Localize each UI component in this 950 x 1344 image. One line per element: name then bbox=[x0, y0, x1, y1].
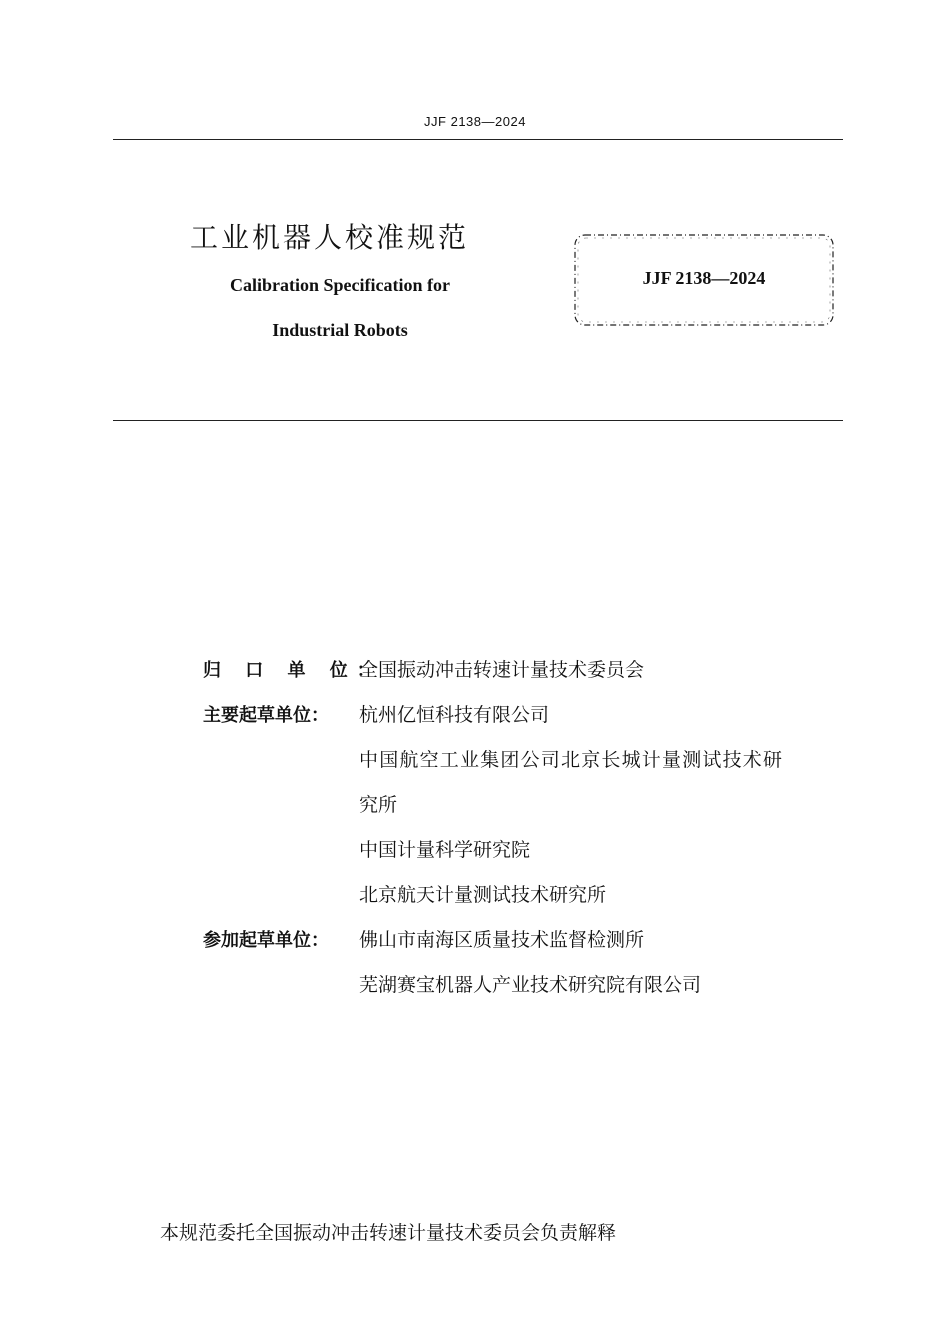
code-box bbox=[572, 232, 836, 328]
participating-row bbox=[203, 963, 853, 1008]
main-drafting-unit: 中国计量科学研究院 bbox=[359, 839, 531, 861]
title-english-line2: Industrial Robots bbox=[272, 320, 408, 340]
main-drafting-unit: 杭州亿恒科技有限公司 bbox=[359, 704, 550, 726]
main-drafting-row bbox=[203, 828, 853, 873]
responsible-unit-row bbox=[203, 648, 853, 693]
top-rule bbox=[113, 139, 843, 140]
main-drafting-unit: 北京航天计量测试技术研究所 bbox=[359, 884, 607, 906]
responsible-unit-value: 全国振动冲击转速计量技术委员会 bbox=[359, 659, 645, 681]
main-drafting-unit: 中国航空工业集团公司北京长城计量测试技术研 bbox=[359, 749, 784, 771]
main-drafting-row bbox=[203, 873, 853, 918]
interpretation-note: 本规范委托全国振动冲击转速计量技术委员会负责解释 bbox=[160, 1222, 617, 1244]
main-drafting-row bbox=[203, 693, 853, 738]
middle-rule bbox=[113, 420, 843, 421]
participating-unit: 佛山市南海区质量技术监督检测所 bbox=[359, 929, 645, 951]
title-chinese: 工业机器人校准规范 bbox=[190, 221, 470, 254]
participating-row bbox=[203, 918, 853, 963]
main-drafting-row bbox=[203, 783, 853, 828]
main-drafting-label: 主要起草单位： bbox=[203, 705, 329, 726]
header-code: JJF 2138—2024 bbox=[424, 114, 526, 129]
main-drafting-unit: 究所 bbox=[359, 794, 398, 816]
responsible-unit-label: 归 口 单 位： bbox=[203, 660, 384, 681]
main-drafting-row bbox=[203, 738, 853, 783]
title-english-line1: Calibration Specification for bbox=[230, 275, 450, 295]
drafting-units bbox=[203, 648, 853, 1008]
code-box-text: JJF 2138—2024 bbox=[642, 268, 766, 288]
participating-label: 参加起草单位： bbox=[203, 930, 329, 951]
participating-unit: 芜湖赛宝机器人产业技术研究院有限公司 bbox=[359, 974, 702, 996]
